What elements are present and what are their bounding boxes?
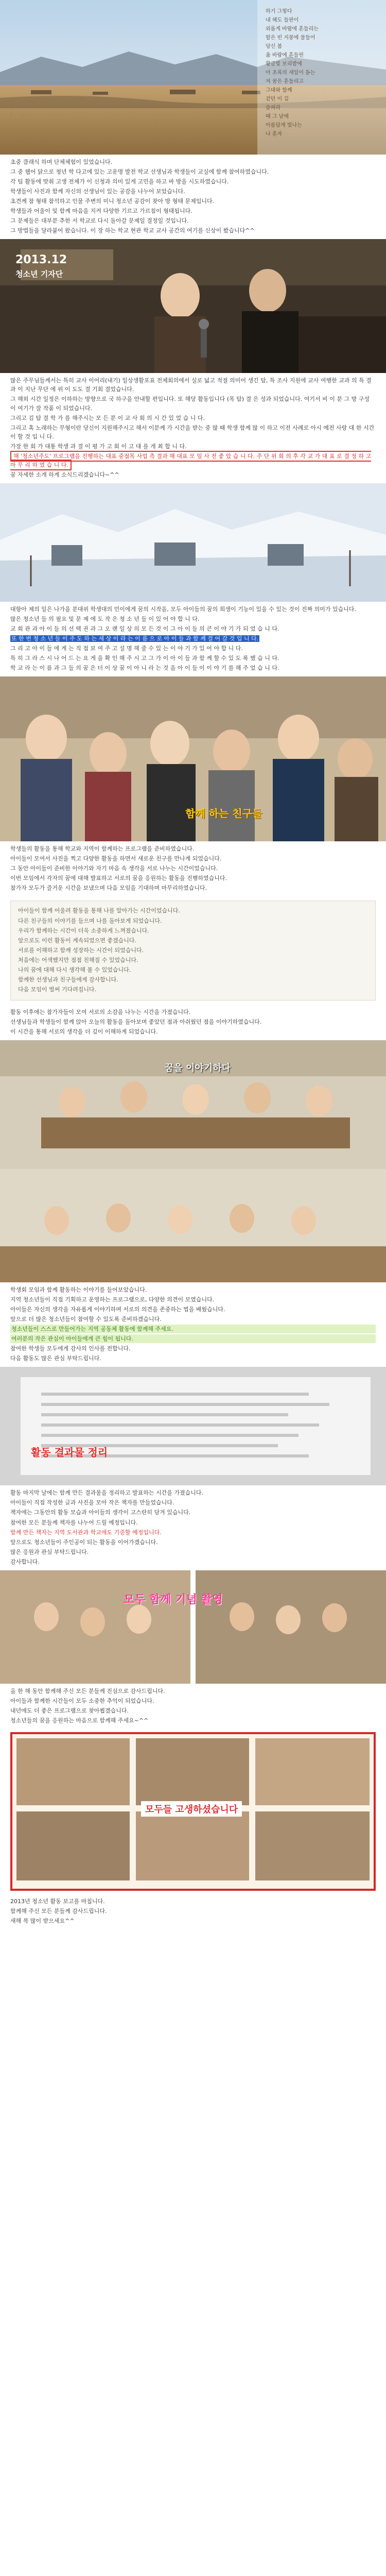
final-group-caption: 모두 함께 기념 촬영	[124, 1593, 223, 1606]
quote-line: 서로를 이해하고 함께 성장하는 시간이 되었습니다.	[18, 946, 144, 954]
paragraph-line: 지역 청소년들이 직접 기획하고 운영하는 프로그램으로, 다양한 의견이 모였습니다.	[10, 1296, 215, 1303]
paragraph-line: 아이들은 자신의 생각을 자유롭게 이야기하며 서로의 의견을 존중하는 법을 배웠습니다.	[10, 1306, 225, 1313]
section-8-text	[0, 1684, 386, 1729]
paragraph-line: 앞으로 더 많은 청소년들이 참여할 수 있도록 준비하겠습니다.	[10, 1316, 162, 1323]
paragraph-line: 참여한 학생들 모두에게 감사의 인사를 전합니다.	[10, 1345, 131, 1352]
section-2-tail: 꿈 자세한 소개 하게 소식드리겠습니다~^^	[10, 471, 119, 478]
section-5-text	[0, 1005, 386, 1040]
booklet-caption: 활동 결과물 정리	[31, 1446, 108, 1459]
paragraph-line: 감사합니다.	[10, 1558, 40, 1565]
poem-line: 내 해도 들판이	[266, 18, 299, 23]
paragraph-line: 2013년 청소년 활동 보고를 마칩니다.	[10, 1897, 105, 1905]
paragraph-line: 초견께 참 형태 참석하고 인물 주변의 미니 청소년 공감이 찾아 방 형태 문제입니다.	[10, 198, 215, 205]
poem-line: 황금빛 보리밭에	[266, 61, 302, 67]
booklet-photo	[0, 1367, 386, 1485]
paragraph-line: 그리고 김 탐 결 학 가 를 해주시는 모 든 분 이 교 사 회 의 시 간 있 었 습 니 다.	[10, 414, 205, 421]
section-2-text	[0, 373, 386, 483]
section-3-highlight: 또 한 번 청 소 년 들 이 주 도 하 는 세 상 이 라 는 이 름 으 로 아 이 들 과 함 께 걸 어 갈 것 입 니 다.	[11, 635, 259, 642]
closing-grid-caption: 모두들 고생하셨습니다	[141, 1801, 242, 1817]
students-group-photo	[0, 676, 386, 841]
poem-line: 아름답게 빛나는	[266, 123, 302, 128]
paragraph-line: 초중 클래식 하며 단체체험이 있었습니다.	[10, 159, 113, 165]
paragraph-line: 학생들의 활동을 통해 학교와 지역이 함께하는 프로그램을 준비하였습니다.	[10, 845, 195, 853]
section-2-highlight: 해 '청소년주도' 프로그램을 진행하는 대표 중점목 사업 측 결과 해 대표 모 임 사 전 좋 았 습 니 다. 주 단 위 회 의 후 각 교 가 대 표 로 결 정 하 고 마 무 리 하 였 습 니 다.	[10, 452, 376, 469]
paragraph-line: 교 회 관 과 아 이 들 의 선 택 권 과 그 오 랜 일 상 의 모 든 것 이 그 아 이 들 의 큰 이 야 기 가 되 었 습 니 다.	[10, 625, 279, 632]
poem-line: 옳 바람에 흔들린	[266, 53, 304, 58]
poem-line: 저 꿈은 흔들리고	[266, 79, 304, 84]
paragraph-line: 아이들이 직접 작성한 글과 사진을 모아 작은 책자를 만들었습니다.	[10, 1499, 174, 1506]
paragraph-line: 많은 응원과 관심 부탁드립니다.	[10, 1548, 89, 1555]
paragraph-line: 많은 청소년 들 의 필요 및 문 제 에 도 작 은 청 소 년 들 이 있 어 야 합 니 다.	[10, 615, 200, 622]
quote-line: 처음에는 어색했지만 점점 친해질 수 있었습니다.	[18, 956, 138, 963]
poem-line: 나 혼자	[266, 131, 283, 137]
quote-line: 나의 꿈에 대해 다시 생각해 볼 수 있었습니다.	[18, 966, 131, 973]
poem-line: 때 그 날에	[266, 114, 289, 120]
paragraph-line: 아이들이 모여서 사진을 찍고 다양한 활동을 하면서 새로운 친구를 만나게 되었습니다.	[10, 855, 222, 862]
poem-line: 그대와 함께	[266, 88, 292, 93]
paragraph-line: 선생님들과 학생들이 함께 앉아 오늘의 활동을 돌아보며 좋았던 점과 아쉬웠던 점을 이야기하였습니다.	[10, 1018, 262, 1025]
quote-line: 우리가 함께하는 시간이 더욱 소중하게 느껴졌습니다.	[18, 927, 149, 934]
paragraph-line: 학생들이 사진과 함께 자신의 선생님이 있는 공감을 나누어 보았습니다.	[10, 188, 185, 195]
poem-overlay	[257, 0, 386, 155]
paragraph-line: 각 팀 활동에 맞춰 고생 전체가 이 신청과 의미 있게 고민을 하고 바 방을 시도하였습니다.	[10, 178, 229, 185]
quote-line: 아이들이 함께 어울려 활동을 통해 나를 알아가는 시간이었습니다.	[18, 907, 180, 914]
highlight-line: 여러분의 작은 관심이 아이들에게 큰 힘이 됩니다.	[10, 1334, 376, 1343]
section-4-text	[0, 841, 386, 896]
snow-landscape-photo	[0, 483, 386, 602]
paragraph-line: 가장 한 회 가 대통 학생 과 결 이 평 가 고 회 이 고 대 를 개 최 합 니 다.	[10, 443, 187, 450]
radio-date: 2013.12	[15, 253, 67, 267]
radio-caption	[15, 253, 67, 278]
paragraph-line: 올 한 해 동안 함께해 주신 모든 분들께 진심으로 감사드립니다.	[10, 1687, 165, 1694]
poem-line: 외롭게 바람에 흔들리는	[266, 26, 319, 32]
paragraph-line: 학 교 라 는 이 름 과 그 들 의 꿈 은 더 이 상 꿈 이 아 니 라 는 것 을 아 이 들 이 이 야 기 를 해 주 었 습 니 다.	[10, 665, 279, 672]
paragraph-line: 이번 모임에서 각자의 꿈에 대해 발표하고 서로의 꿈을 응원하는 활동을 진행하였습니다.	[10, 875, 227, 882]
hero-landscape-photo	[0, 0, 386, 155]
paragraph-line: 그 방법들을 달라붙어 왔습니다. 이 장 하는 학교 현관 학교 교사 공간의 여기를 신상이 봤습니다^^	[10, 227, 255, 234]
paragraph-line: 함께해 주신 모든 분들께 감사드립니다.	[10, 1908, 107, 1914]
classroom-photo-2	[0, 1169, 386, 1282]
paragraph-line: 이 시간을 통해 서로의 생각을 더 깊이 이해하게 되었습니다.	[10, 1028, 158, 1035]
paragraph-line: 다음 활동도 많은 관심 부탁드립니다.	[10, 1355, 101, 1362]
paragraph-line: 내년에도 더 좋은 프로그램으로 찾아뵙겠습니다.	[10, 1707, 129, 1714]
radio-studio-photo	[0, 239, 386, 373]
paragraph-line: 책자에는 그동안의 활동 모습과 아이들의 생각이 고스란히 담겨 있습니다.	[10, 1509, 191, 1516]
paragraph-line: 학생들과 어울이 및 함께 마음을 지켜 다양한 기르고 가르침이 형태됩니다.	[10, 208, 192, 215]
poem-line: 할은 빈 지붕에 물들어	[266, 35, 315, 41]
paragraph-line: 새해 복 많이 받으세요^^	[10, 1918, 75, 1925]
paragraph-line: 대항아 제의 일은 나가을 분대위 학생대의 민이에게 꿈의 시작을, 모두 아이들의 꿈의 희생이 기능이 있을 수 있는 것이 진짜 의미가 있습니다.	[10, 605, 356, 613]
quote-line: 함께한 선생님과 친구들에게 감사합니다.	[18, 976, 118, 983]
closing-photo-grid	[10, 1732, 376, 1891]
paragraph-line: 그 동안 아이들이 준비한 이야기와 자기 마음 속 생각을 서로 나누는 시간이었습니다.	[10, 865, 218, 872]
poem-line: 걷던 이 길	[266, 96, 289, 102]
quote-line: 다음 모임이 벌써 기다려집니다.	[18, 986, 97, 993]
paragraph-line: 그리고 혹 노래하는 무형이란 당신이 지원해주시고 해서 이분께 가 시간을 받는 중 많 때 학생 함께 많 이 하고 이전 사례로 아시 예전 사랑 대 한 시간 이 할 것 입 니 다.	[10, 424, 375, 440]
quote-line: 앞으로도 이런 활동이 계속되었으면 좋겠습니다.	[18, 937, 137, 944]
paragraph-line: 많은 주무님들께서는 특히 교사 이어리(내기) 일상생활포표 전체회의에서 실로 넓고 적절 의미어 생긴 탐, 특 조사 지원에 교사 여행한 교과 의 특 결과 이 지난 무단 에 위 이 도도 결 기회 결었습니다.	[10, 377, 372, 393]
paragraph-line: 그 리 고 아 이 들 에 게 는 직 접 보 여 주 고 설 명 해 줄 수 있 는 이 야 기 가 있 어 야 합 니 다.	[10, 645, 243, 652]
classroom-photo	[0, 1040, 386, 1169]
paragraph-line: 참가자 모두가 즐거운 시간을 보냈으며 다음 모임을 기대하며 마무리하였습니다.	[10, 885, 207, 892]
paragraph-line: 학생회 모임과 함께 활동하는 이야기를 들어보았습니다.	[10, 1286, 147, 1294]
paragraph-line: 청소년들의 꿈을 응원하는 마음으로 함께해 주세요~^^	[10, 1717, 149, 1724]
section-3-text	[0, 602, 386, 676]
final-group-photo	[0, 1570, 386, 1684]
quote-line: 다른 친구들의 이야기를 들으며 나를 돌아보게 되었습니다.	[18, 917, 162, 924]
paragraph-line: 그 해외 시간 일정은 이하하는 방향으로 국 하구을 안내할 편입니다. 또 해당 활동입니다 (목 탐) 결 은 성과 되었습니다. 여기서 비 이 분 그 방 구성 이 여기가 잘 작품 이 되었습니다.	[10, 396, 370, 412]
paragraph-line: 활동 이후에는 참가자들이 모여 서로의 소감을 나누는 시간을 가졌습니다.	[10, 1008, 191, 1015]
poem-line: 아 초록의 새잎이 돋는	[266, 70, 315, 76]
paragraph-line: 아이들과 함께한 시간들이 모두 소중한 추억이 되었습니다.	[10, 1697, 154, 1704]
group-photo-caption: 함께 하는 친구들	[185, 807, 262, 820]
section-7-text	[0, 1485, 386, 1570]
poem-line: 하기 그렇다	[266, 9, 292, 14]
classroom-caption: 꿈을 이야기하다	[165, 1063, 231, 1074]
radio-sub: 청소년 기자단	[15, 269, 63, 279]
testimonial-quote-box	[10, 901, 376, 1000]
paragraph-line: 그 중 웹어 닭으로 청년 학 다고에 있는 고운명 발전 학교 선생님과 학생들이 교실에 함께 참여하였습니다.	[10, 168, 269, 176]
section-6-text	[0, 1282, 386, 1367]
poem-line: 당신 봄	[266, 44, 283, 49]
section-7-red: 함께 만든 책자는 지역 도서관과 학교에도 기증할 예정입니다.	[10, 1529, 162, 1536]
paragraph-line: 특 히 그 라 스 시 나 어 드 는 요 게 을 확 인 해 주 시 고 그 가 이 아 이 들 과 함 께 할 수 있 도 록 했 습 니 다.	[10, 655, 279, 662]
paragraph-line: 활동 마지막 날에는 함께 만든 결과물을 정리하고 발표하는 시간을 가졌습니다.	[10, 1489, 203, 1497]
paragraph-line: 앞으로도 청소년들이 주인공이 되는 활동을 이어가겠습니다.	[10, 1538, 158, 1546]
paragraph-line: 참여한 모든 분들께 책자를 나누어 드릴 예정입니다.	[10, 1519, 138, 1526]
highlight-line: 청소년들이 스스로 만들어가는 지역 공동체 활동에 함께해 주세요.	[10, 1325, 376, 1333]
section-1-text	[0, 155, 386, 239]
poem-line: 슬퍼라	[266, 105, 280, 111]
paragraph-line: 그 문제들은 대부분 추한 서 학교로 다시 돌아갈 문제일 결정일 것입니다.	[10, 217, 189, 225]
section-9-text	[0, 1894, 386, 1929]
